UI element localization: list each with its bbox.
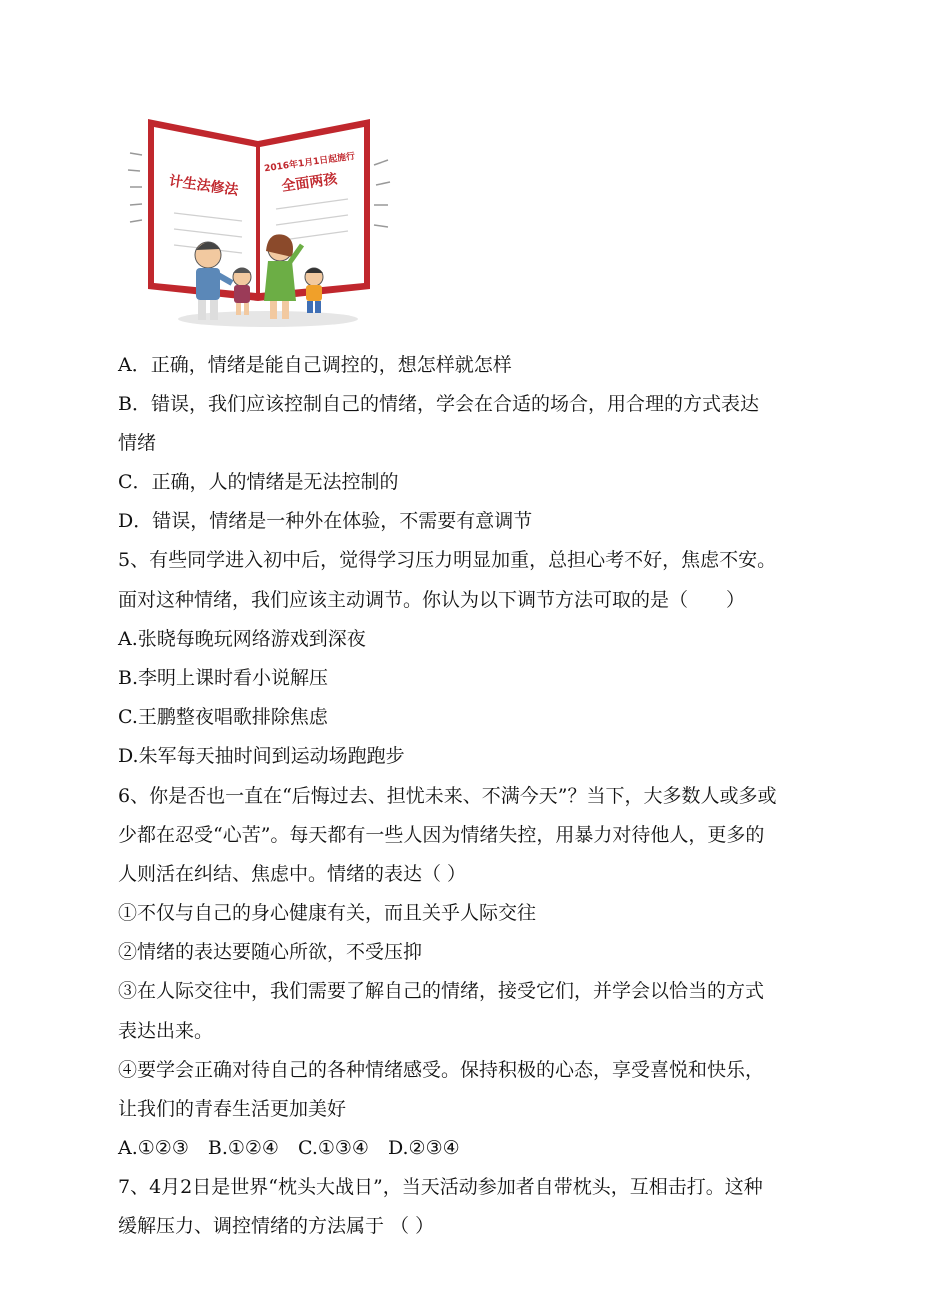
q6-item-4-continued: 让我们的青春生活更加美好: [118, 1098, 347, 1120]
law-book-illustration: [118, 105, 403, 333]
q6-item-2: ②情绪的表达要随心所欲，不受压抑: [118, 941, 423, 963]
q5-stem-line2: 面对这种情绪，我们应该主动调节。你认为以下调节方法可取的是（ ）: [118, 589, 746, 611]
q7-stem-line2: 缓解压力、调控情绪的方法属于 （ ）: [118, 1215, 435, 1237]
q6-choices: A.①②③ B.①②④ C.①③④ D.②③④: [118, 1137, 460, 1159]
q4-option-b-continued: 情绪: [118, 432, 157, 454]
book-left-title: 计生法修法: [167, 173, 240, 199]
q5-option-b: B.李明上课时看小说解压: [118, 667, 329, 689]
q6-item-3: ③在人际交往中，我们需要了解自己的情绪，接受它们，并学会以恰当的方式: [118, 980, 765, 1002]
book-right-title: 全面两孩: [280, 171, 339, 195]
q5-option-d: D.朱军每天抽时间到运动场跑跑步: [118, 745, 405, 767]
q7-stem-line1: 7、4月2日是世界“枕头大战日”，当天活动参加者自带枕头，互相击打。这种: [118, 1176, 763, 1198]
q4-option-d: D．错误，情绪是一种外在体验，不需要有意调节: [118, 510, 533, 532]
q6-stem-line3: 人则活在纠结、焦虑中。情绪的表达（ ）: [118, 863, 467, 885]
q5-option-a: A.张晓每晚玩网络游戏到深夜: [118, 628, 366, 650]
book-right-date: 2016年1月1日起施行: [263, 151, 356, 175]
q5-option-c: C.王鹏整夜唱歌排除焦虑: [118, 706, 328, 728]
q6-stem-line2: 少都在忍受“心苦”。每天都有一些人因为情绪失控，用暴力对待他人，更多的: [118, 824, 765, 846]
q6-item-1: ①不仅与自己的身心健康有关，而且关乎人际交往: [118, 902, 537, 924]
q4-option-a: A．正确，情绪是能自己调控的，想怎样就怎样: [118, 354, 512, 376]
boy-figure: [305, 268, 323, 313]
q4-option-b: B．错误，我们应该控制自己的情绪，学会在合适的场合，用合理的方式表达: [118, 393, 759, 415]
q6-item-3-continued: 表达出来。: [118, 1020, 214, 1042]
q6-stem-line1: 6、你是否也一直在“后悔过去、担忧未来、不满今天”？当下，大多数人或多或: [118, 785, 777, 807]
q5-stem-line1: 5、有些同学进入初中后，觉得学习压力明显加重，总担心考不好，焦虑不安。: [118, 549, 777, 571]
q6-item-4: ④要学会正确对待自己的各种情绪感受。保持积极的心态，享受喜悦和快乐，: [118, 1059, 765, 1081]
q4-option-c: C．正确，人的情绪是无法控制的: [118, 471, 399, 493]
girl-figure: [233, 268, 251, 315]
